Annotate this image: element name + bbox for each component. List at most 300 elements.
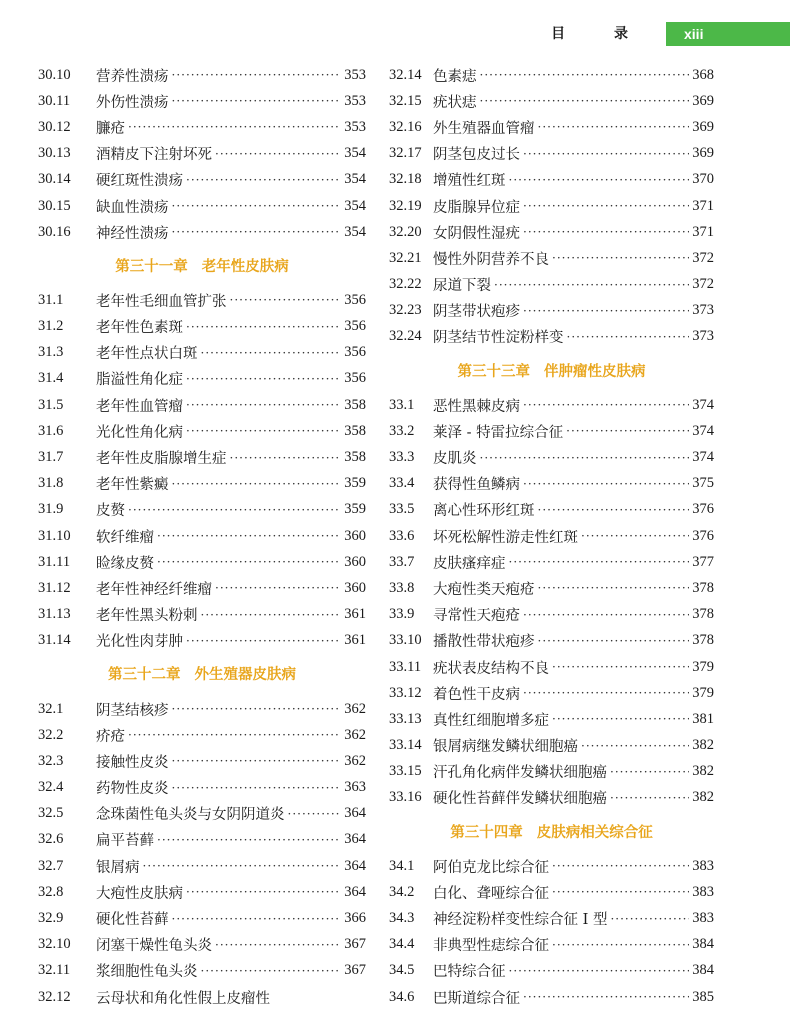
toc-entry-page: 363 [344, 779, 366, 796]
toc-entry-page: 364 [344, 805, 366, 822]
toc-entry-title: 硬红斑性溃疡 [96, 173, 183, 190]
dot-leader [480, 451, 690, 465]
toc-entry-title: 老年性点状白斑 [96, 346, 198, 363]
toc-entry-title: 老年性黑头粉刺 [96, 608, 198, 625]
toc-entry-number: 34.3 [389, 910, 415, 927]
toc-entry[interactable] [38, 801, 366, 827]
toc-entry[interactable] [38, 287, 366, 313]
toc-entry[interactable] [389, 245, 714, 271]
toc-entry[interactable] [389, 785, 714, 811]
dot-leader [523, 477, 689, 491]
toc-entry-number: 33.11 [389, 658, 422, 675]
toc-entry-title: 扁平苔藓 [96, 833, 154, 850]
dot-leader [186, 885, 341, 899]
toc-entry-page: 362 [344, 700, 366, 717]
dot-leader [567, 330, 690, 344]
toc-entry-title: 闭塞干燥性龟头炎 [96, 938, 212, 955]
dot-leader [610, 912, 689, 926]
toc-entry[interactable] [38, 497, 366, 523]
toc-entry-page: 364 [344, 857, 366, 874]
toc-entry-title: 光化性肉芽肿 [96, 634, 183, 651]
toc-entry-title: 云母状和角化性假上皮瘤性 [96, 990, 270, 1007]
toc-entry-title: 神经性溃疡 [96, 225, 169, 242]
toc-entry-number: 33.2 [389, 422, 415, 439]
toc-entry-number: 32.17 [389, 145, 422, 162]
dot-leader [494, 278, 689, 292]
toc-entry-page: 369 [692, 118, 714, 135]
toc-entry[interactable] [38, 575, 366, 601]
toc-entry-number: 33.12 [389, 684, 422, 701]
toc-entry-page: 361 [344, 606, 366, 623]
toc-entry-page: 353 [344, 118, 366, 135]
toc-entry-page: 354 [344, 171, 366, 188]
toc-entry-title: 光化性角化病 [96, 424, 183, 441]
toc-entry-number: 33.9 [389, 606, 415, 623]
dot-leader [172, 477, 342, 491]
toc-entry-page: 364 [344, 883, 366, 900]
toc-entry-number: 31.10 [38, 527, 71, 544]
toc-entry-number: 32.15 [389, 92, 422, 109]
toc-entry[interactable] [389, 654, 714, 680]
toc-entry-number: 33.4 [389, 475, 415, 492]
dot-leader [201, 346, 342, 360]
toc-entry-number: 32.1 [38, 700, 64, 717]
toc-entry-number: 33.14 [389, 737, 422, 754]
toc-entry-number: 31.4 [38, 370, 64, 387]
dot-leader [523, 147, 689, 161]
dot-leader [523, 225, 689, 239]
toc-entry-title: 离心性环形红斑 [433, 503, 535, 520]
toc-entry[interactable] [389, 392, 714, 418]
toc-entry-number: 31.2 [38, 318, 64, 335]
toc-entry-title: 老年性紫癜 [96, 477, 169, 494]
toc-entry-number: 32.12 [38, 988, 71, 1005]
toc-entry-title: 老年性毛细血管扩张 [96, 293, 227, 310]
toc-entry-page: 373 [692, 302, 714, 319]
toc-entry-number: 32.14 [389, 66, 422, 83]
toc-entry-number: 30.14 [38, 171, 71, 188]
toc-entry-title: 坏死松解性游走性红斑 [433, 529, 578, 546]
dot-leader [523, 304, 689, 318]
toc-entry-page: 376 [692, 527, 714, 544]
dot-leader [215, 581, 341, 595]
toc-entry-title: 神经淀粉样变性综合征 Ⅰ 型 [433, 912, 608, 929]
dot-leader [172, 702, 342, 716]
toc-entry[interactable] [38, 932, 366, 958]
dot-leader [230, 451, 342, 465]
toc-entry-title: 外生殖器血管瘤 [433, 120, 535, 137]
toc-entry[interactable] [389, 141, 714, 167]
toc-entry-title: 老年性色素斑 [96, 320, 183, 337]
toc-entry[interactable] [38, 219, 366, 245]
dot-leader [509, 964, 690, 978]
toc-entry-page: 362 [344, 752, 366, 769]
toc-entry-title: 硬化性苔藓 [96, 912, 169, 929]
toc-entry[interactable] [389, 853, 714, 879]
dot-leader [523, 990, 689, 1004]
toc-entry[interactable] [38, 696, 366, 722]
toc-entry-title: 皮肌炎 [433, 451, 477, 468]
toc-entry-number: 34.2 [389, 883, 415, 900]
toc-entry-page: 384 [692, 936, 714, 953]
toc-entry[interactable] [389, 219, 714, 245]
toc-entry-page: 369 [692, 92, 714, 109]
toc-entry[interactable] [38, 722, 366, 748]
dot-leader [215, 938, 341, 952]
toc-entry-page: 369 [692, 145, 714, 162]
toc-entry-title: 外伤性溃疡 [96, 94, 169, 111]
toc-entry-page: 360 [344, 553, 366, 570]
toc-entry-title: 念珠菌性龟头炎与女阴阴道炎 [96, 807, 285, 824]
toc-entry[interactable] [389, 905, 714, 931]
toc-entry-page: 384 [692, 962, 714, 979]
toc-entry-page: 360 [344, 579, 366, 596]
dot-leader [201, 608, 342, 622]
toc-entry-page: 374 [692, 449, 714, 466]
toc-entry[interactable] [38, 984, 366, 1010]
toc-entry-page: 358 [344, 449, 366, 466]
toc-entry-page: 358 [344, 422, 366, 439]
toc-entry[interactable] [389, 602, 714, 628]
toc-entry[interactable] [38, 602, 366, 628]
toc-entry-page: 353 [344, 92, 366, 109]
toc-entry-page: 374 [692, 396, 714, 413]
dot-leader [128, 728, 341, 742]
toc-entry-number: 31.9 [38, 501, 64, 518]
toc-entry-number: 30.11 [38, 92, 71, 109]
toc-entry[interactable] [389, 984, 714, 1010]
toc-entry-number: 34.4 [389, 936, 415, 953]
toc-entry[interactable] [38, 775, 366, 801]
toc-entry[interactable] [389, 759, 714, 785]
toc-entry-page: 361 [344, 632, 366, 649]
toc-left-column [38, 62, 366, 1010]
dot-leader [552, 938, 689, 952]
dot-leader [480, 94, 690, 108]
dot-leader [157, 529, 341, 543]
dot-leader [172, 912, 342, 926]
toc-entry[interactable] [38, 314, 366, 340]
toc-entry-title: 非典型性痣综合征 [433, 938, 549, 955]
dot-leader [172, 781, 342, 795]
toc-entry-title: 白化、聋哑综合征 [433, 885, 549, 902]
dot-leader [172, 199, 342, 213]
toc-entry-title: 营养性溃疡 [96, 68, 169, 85]
toc-entry-title: 脂溢性角化症 [96, 372, 183, 389]
toc-entry[interactable] [38, 444, 366, 470]
toc-entry-number: 33.6 [389, 527, 415, 544]
toc-right-column [389, 62, 714, 1010]
toc-entry-title: 汗孔角化病伴发鳞状细胞癌 [433, 765, 607, 782]
toc-entry-number: 32.9 [38, 910, 64, 927]
toc-entry-number: 32.23 [389, 302, 422, 319]
toc-entry-number: 31.6 [38, 422, 64, 439]
toc-entry[interactable] [389, 62, 714, 88]
toc-entry-title: 阴茎包皮过长 [433, 147, 520, 164]
section-label: 目 录 [551, 26, 650, 42]
dot-leader [610, 765, 689, 779]
toc-entry[interactable] [38, 471, 366, 497]
toc-entry[interactable] [389, 471, 714, 497]
toc-entry[interactable] [389, 298, 714, 324]
toc-entry[interactable] [389, 706, 714, 732]
toc-entry-page: 356 [344, 344, 366, 361]
toc-entry-title: 皮赘 [96, 503, 125, 520]
toc-entry-page: 377 [692, 553, 714, 570]
toc-entry-number: 32.6 [38, 831, 64, 848]
toc-entry-title: 莱泽 - 特雷拉综合征 [433, 424, 564, 441]
toc-entry[interactable] [389, 88, 714, 114]
dot-leader [523, 199, 689, 213]
dot-leader [538, 634, 690, 648]
toc-entry-title: 老年性血管瘤 [96, 398, 183, 415]
toc-entry-title: 接触性皮炎 [96, 754, 169, 771]
toc-entry[interactable] [38, 167, 366, 193]
toc-entry[interactable] [38, 418, 366, 444]
dot-leader [186, 424, 341, 438]
toc-entry[interactable] [389, 958, 714, 984]
toc-entry-page: 378 [692, 579, 714, 596]
toc-entry-page: 371 [692, 197, 714, 214]
toc-entry[interactable] [389, 167, 714, 193]
toc-entry-title: 尿道下裂 [433, 278, 491, 295]
toc-entry-number: 30.10 [38, 66, 71, 83]
dot-leader [172, 94, 342, 108]
toc-entry[interactable] [38, 853, 366, 879]
toc-entry-number: 32.2 [38, 726, 64, 743]
toc-entry-number: 34.6 [389, 988, 415, 1005]
toc-entry-title: 增殖性红斑 [433, 173, 506, 190]
toc-entry-page: 379 [692, 658, 714, 675]
toc-entry-title: 大疱性类天疱疮 [433, 581, 535, 598]
toc-entry-number: 33.7 [389, 553, 415, 570]
toc-entry-title: 臁疮 [96, 120, 125, 137]
toc-entry[interactable] [38, 141, 366, 167]
toc-entry-title: 色素痣 [433, 68, 477, 85]
toc-entry-title: 获得性鱼鳞病 [433, 477, 520, 494]
toc-entry[interactable] [38, 88, 366, 114]
dot-leader [186, 372, 341, 386]
dot-leader [581, 529, 689, 543]
toc-entry-page: 367 [344, 936, 366, 953]
toc-entry-title: 银屑病继发鳞状细胞癌 [433, 739, 578, 756]
toc-entry-title: 疣状痣 [433, 94, 477, 111]
toc-entry-page: 381 [692, 710, 714, 727]
toc-entry-title: 疣状表皮结构不良 [433, 660, 549, 677]
toc-entry-number: 31.7 [38, 449, 64, 466]
toc-entry-page: 356 [344, 370, 366, 387]
toc-entry-title: 浆细胞性龟头炎 [96, 964, 198, 981]
toc-entry-number: 31.8 [38, 475, 64, 492]
toc-entry[interactable] [389, 193, 714, 219]
toc-entry[interactable] [38, 905, 366, 931]
toc-entry-page: 367 [344, 962, 366, 979]
chapter-heading: 第三十二章 外生殖器皮肤病 [108, 667, 296, 684]
toc-entry-page: 360 [344, 527, 366, 544]
toc-entry-number: 33.3 [389, 449, 415, 466]
dot-leader [172, 754, 342, 768]
toc-entry-number: 32.4 [38, 779, 64, 796]
toc-entry[interactable] [389, 932, 714, 958]
toc-entry-number: 32.8 [38, 883, 64, 900]
toc-entry[interactable] [38, 523, 366, 549]
toc-entry-page: 378 [692, 632, 714, 649]
dot-leader [186, 173, 341, 187]
chapter-heading: 第三十四章 皮肤病相关综合征 [450, 824, 653, 841]
toc-entry[interactable] [38, 392, 366, 418]
toc-entry-title: 女阴假性湿疣 [433, 225, 520, 242]
toc-entry-number: 30.15 [38, 197, 71, 214]
toc-entry-page: 382 [692, 763, 714, 780]
dot-leader [215, 147, 341, 161]
toc-entry-page: 359 [344, 475, 366, 492]
toc-entry-number: 32.20 [389, 223, 422, 240]
toc-entry-title: 疥疮 [96, 728, 125, 745]
toc-entry-title: 巴特综合征 [433, 964, 506, 981]
dot-leader [509, 555, 690, 569]
toc-entry[interactable] [389, 272, 714, 298]
dot-leader [538, 581, 690, 595]
toc-entry-page: 372 [692, 276, 714, 293]
toc-entry-title: 着色性干皮病 [433, 686, 520, 703]
toc-entry-title: 药物性皮炎 [96, 781, 169, 798]
dot-leader [523, 608, 689, 622]
toc-entry-number: 34.5 [389, 962, 415, 979]
toc-entry-page: 382 [692, 789, 714, 806]
toc-entry-page: 374 [692, 422, 714, 439]
toc-entry-title: 缺血性溃疡 [96, 199, 169, 216]
toc-entry[interactable] [389, 444, 714, 470]
toc-entry-title: 恶性黑棘皮病 [433, 398, 520, 415]
toc-entry[interactable] [38, 114, 366, 140]
toc-entry-number: 32.10 [38, 936, 71, 953]
toc-entry-number: 31.11 [38, 553, 71, 570]
toc-entry[interactable] [389, 575, 714, 601]
toc-entry[interactable] [389, 628, 714, 654]
toc-entry[interactable] [389, 114, 714, 140]
chapter-heading: 第三十三章 伴肿瘤性皮肤病 [457, 363, 646, 380]
toc-entry-number: 31.1 [38, 291, 64, 308]
chapter-heading: 第三十一章 老年性皮肤病 [115, 258, 289, 275]
toc-entry-number: 32.5 [38, 805, 64, 822]
toc-entry[interactable] [389, 418, 714, 444]
dot-leader [172, 68, 342, 82]
toc-entry[interactable] [38, 879, 366, 905]
toc-entry-number: 33.8 [389, 579, 415, 596]
toc-entry-page: 385 [692, 988, 714, 1005]
toc-entry-page: 359 [344, 501, 366, 518]
toc-entry[interactable] [389, 680, 714, 706]
toc-entry[interactable] [389, 497, 714, 523]
toc-entry-page: 370 [692, 171, 714, 188]
toc-entry[interactable] [389, 733, 714, 759]
toc-entry-page: 383 [692, 910, 714, 927]
toc-entry-title: 老年性神经纤维瘤 [96, 581, 212, 598]
toc-entry-title: 老年性皮脂腺增生症 [96, 451, 227, 468]
toc-entry-number: 32.7 [38, 857, 64, 874]
dot-leader [552, 251, 689, 265]
toc-entry-number: 33.1 [389, 396, 415, 413]
toc-entry[interactable] [38, 193, 366, 219]
toc-entry[interactable] [389, 324, 714, 350]
dot-leader [128, 120, 341, 134]
page-number-tab: xiii [666, 22, 790, 46]
toc-entry-page: 354 [344, 145, 366, 162]
toc-entry-title: 酒精皮下注射坏死 [96, 147, 212, 164]
toc-entry-number: 31.12 [38, 579, 71, 596]
toc-entry[interactable] [38, 827, 366, 853]
toc-entry-page: 375 [692, 475, 714, 492]
toc-entry-page: 379 [692, 684, 714, 701]
toc-entry[interactable] [38, 958, 366, 984]
toc-entry-number: 32.3 [38, 752, 64, 769]
dot-leader [523, 686, 689, 700]
toc-entry-title: 皮肤瘙痒症 [433, 555, 506, 572]
dot-leader [552, 660, 689, 674]
toc-entry-number: 31.13 [38, 606, 71, 623]
toc-entry[interactable] [38, 549, 366, 575]
toc-entry-page: 354 [344, 197, 366, 214]
dot-leader [143, 859, 342, 873]
toc-entry[interactable] [38, 62, 366, 88]
toc-entry-title: 硬化性苔藓伴发鳞状细胞癌 [433, 791, 607, 808]
toc-entry-page: 364 [344, 831, 366, 848]
toc-entry-title: 软纤维瘤 [96, 529, 154, 546]
toc-entry-title: 阴茎结节性淀粉样变 [433, 330, 564, 347]
toc-entry-number: 33.13 [389, 710, 422, 727]
toc-entry[interactable] [38, 340, 366, 366]
toc-entry-title: 播散性带状疱疹 [433, 634, 535, 651]
toc-entry-number: 31.3 [38, 344, 64, 361]
toc-entry-title: 阿伯克龙比综合征 [433, 859, 549, 876]
toc-entry-title: 真性红细胞增多症 [433, 712, 549, 729]
toc-entry-title: 巴斯道综合征 [433, 990, 520, 1007]
toc-entry-page: 356 [344, 318, 366, 335]
toc-entry-page: 373 [692, 328, 714, 345]
toc-entry-page: 354 [344, 223, 366, 240]
toc-entry-number: 33.5 [389, 501, 415, 518]
toc-entry[interactable] [389, 523, 714, 549]
toc-entry-page: 371 [692, 223, 714, 240]
dot-leader [288, 807, 342, 821]
dot-leader [186, 634, 341, 648]
toc-entry-page: 356 [344, 291, 366, 308]
dot-leader [538, 503, 690, 517]
toc-entry[interactable] [38, 366, 366, 392]
dot-leader [552, 859, 689, 873]
toc-entry-title: 银屑病 [96, 859, 140, 876]
toc-entry-title: 阴茎带状疱疹 [433, 304, 520, 321]
dot-leader [157, 833, 341, 847]
toc-entry-page: 382 [692, 737, 714, 754]
toc-entry-page: 353 [344, 66, 366, 83]
toc-entry[interactable] [389, 879, 714, 905]
dot-leader [157, 555, 341, 569]
toc-entry-page: 368 [692, 66, 714, 83]
dot-leader [201, 964, 342, 978]
toc-entry[interactable] [38, 748, 366, 774]
toc-entry-title: 寻常性天疱疮 [433, 608, 520, 625]
toc-entry[interactable] [389, 549, 714, 575]
toc-entry-number: 31.14 [38, 632, 71, 649]
toc-entry-page: 372 [692, 249, 714, 266]
toc-entry[interactable] [38, 628, 366, 654]
dot-leader [610, 791, 689, 805]
toc-entry-number: 32.18 [389, 171, 422, 188]
toc-entry-number: 31.5 [38, 396, 64, 413]
toc-entry-number: 32.22 [389, 276, 422, 293]
dot-leader [172, 225, 342, 239]
